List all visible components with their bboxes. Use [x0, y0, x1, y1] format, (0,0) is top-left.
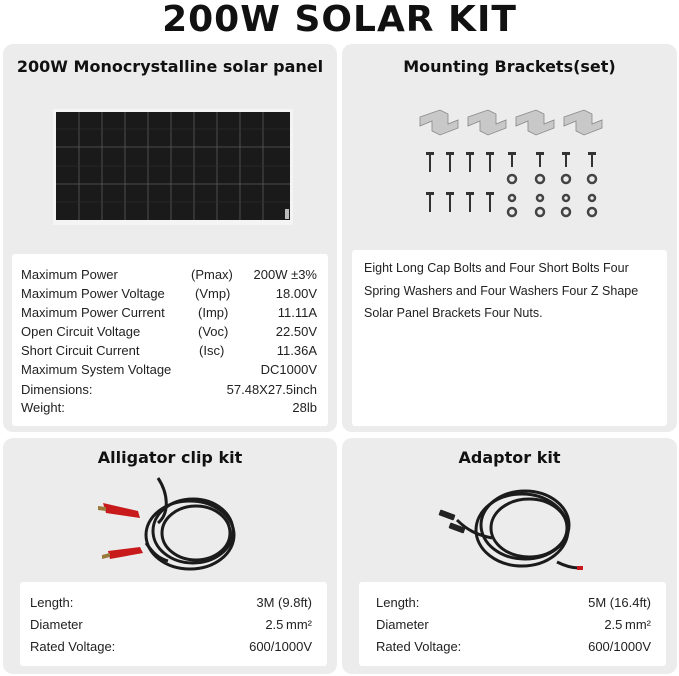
spec-label: Maximum System Voltage [21, 362, 172, 377]
spec-symbol: (Isc) [199, 343, 225, 358]
spec-value: 18.00V [275, 286, 317, 301]
description-line: Eight Long Cap Bolts and Four Short Bolts Four [364, 261, 629, 275]
spec-value: 22.50V [275, 324, 317, 339]
spec-value: 600/1000V [249, 639, 312, 654]
spec-value: 28lb [292, 400, 317, 415]
spec-row [21, 303, 317, 322]
spec-label: Maximum Power Voltage [21, 286, 165, 301]
spec-value: 2.5 mm² [265, 617, 312, 632]
spec-label: Maximum Power Current [21, 305, 165, 320]
solar-panel-card [3, 44, 337, 432]
spec-label: Length: [376, 595, 420, 610]
spec-label: Rated Voltage: [30, 639, 116, 654]
solar-panel-image [53, 109, 293, 225]
spec-symbol: (Vmp) [195, 286, 231, 301]
clip-spec-box [20, 582, 327, 666]
spec-row [30, 615, 312, 634]
spec-row [21, 341, 317, 360]
adaptor-kit-card-title: Adaptor kit [458, 448, 561, 467]
spec-row [376, 637, 651, 656]
spec-symbol: (Voc) [198, 324, 229, 339]
spec-label: Diameter [30, 617, 83, 632]
mounting-brackets-card-title: Mounting Brackets(set) [403, 57, 616, 76]
spec-row [21, 398, 317, 417]
brackets-hardware-image [412, 102, 612, 232]
spec-value: DC1000V [260, 362, 317, 377]
description-line: Solar Panel Brackets Four Nuts. [364, 306, 543, 320]
spec-row [21, 265, 317, 284]
alligator-clip-image [98, 473, 248, 583]
spec-value: 57.48X27.5inch [226, 382, 317, 397]
spec-row [21, 322, 317, 341]
mounting-brackets-card [342, 44, 677, 432]
alligator-clip-card-title: Alligator clip kit [97, 448, 243, 467]
spec-value: 11.36A [276, 343, 317, 358]
brackets-description [364, 257, 638, 325]
spec-label: Length: [30, 595, 74, 610]
brackets-description-box [352, 250, 667, 426]
spec-symbol: (Imp) [198, 305, 229, 320]
spec-value: 600/1000V [588, 639, 651, 654]
spec-label: Short Circuit Current [21, 343, 140, 358]
spec-label: Dimensions: [21, 382, 93, 397]
spec-value: 3M (9.8ft) [256, 595, 312, 610]
spec-label: Weight: [21, 400, 65, 415]
spec-row [30, 637, 312, 656]
spec-value: 11.11A [277, 305, 317, 320]
page-title: 200W SOLAR KIT [162, 0, 517, 40]
spec-value: 200W ±3% [253, 267, 317, 282]
spec-label: Maximum Power [21, 267, 118, 282]
description-line: Spring Washers and Four Washers Four Z Shape [364, 283, 639, 298]
spec-value: 2.5 mm² [604, 617, 651, 632]
spec-label: Rated Voltage: [376, 639, 462, 654]
spec-row [21, 284, 317, 303]
solar-panel-card-title: 200W Monocrystalline solar panel [16, 57, 324, 76]
adaptor-spec-box [359, 582, 666, 666]
spec-symbol: (Pmax) [191, 267, 233, 282]
spec-row [376, 593, 651, 612]
spec-row [21, 360, 317, 379]
spec-label: Diameter [376, 617, 429, 632]
spec-value: 5M (16.4ft) [588, 595, 651, 610]
adaptor-cable-image [437, 480, 587, 575]
spec-label: Open Circuit Voltage [21, 324, 141, 339]
adaptor-kit-card [342, 438, 677, 674]
spec-row [30, 593, 312, 612]
alligator-clip-card [3, 438, 337, 674]
spec-row [21, 380, 317, 399]
panel-spec-box [12, 254, 328, 426]
spec-row [376, 615, 651, 634]
